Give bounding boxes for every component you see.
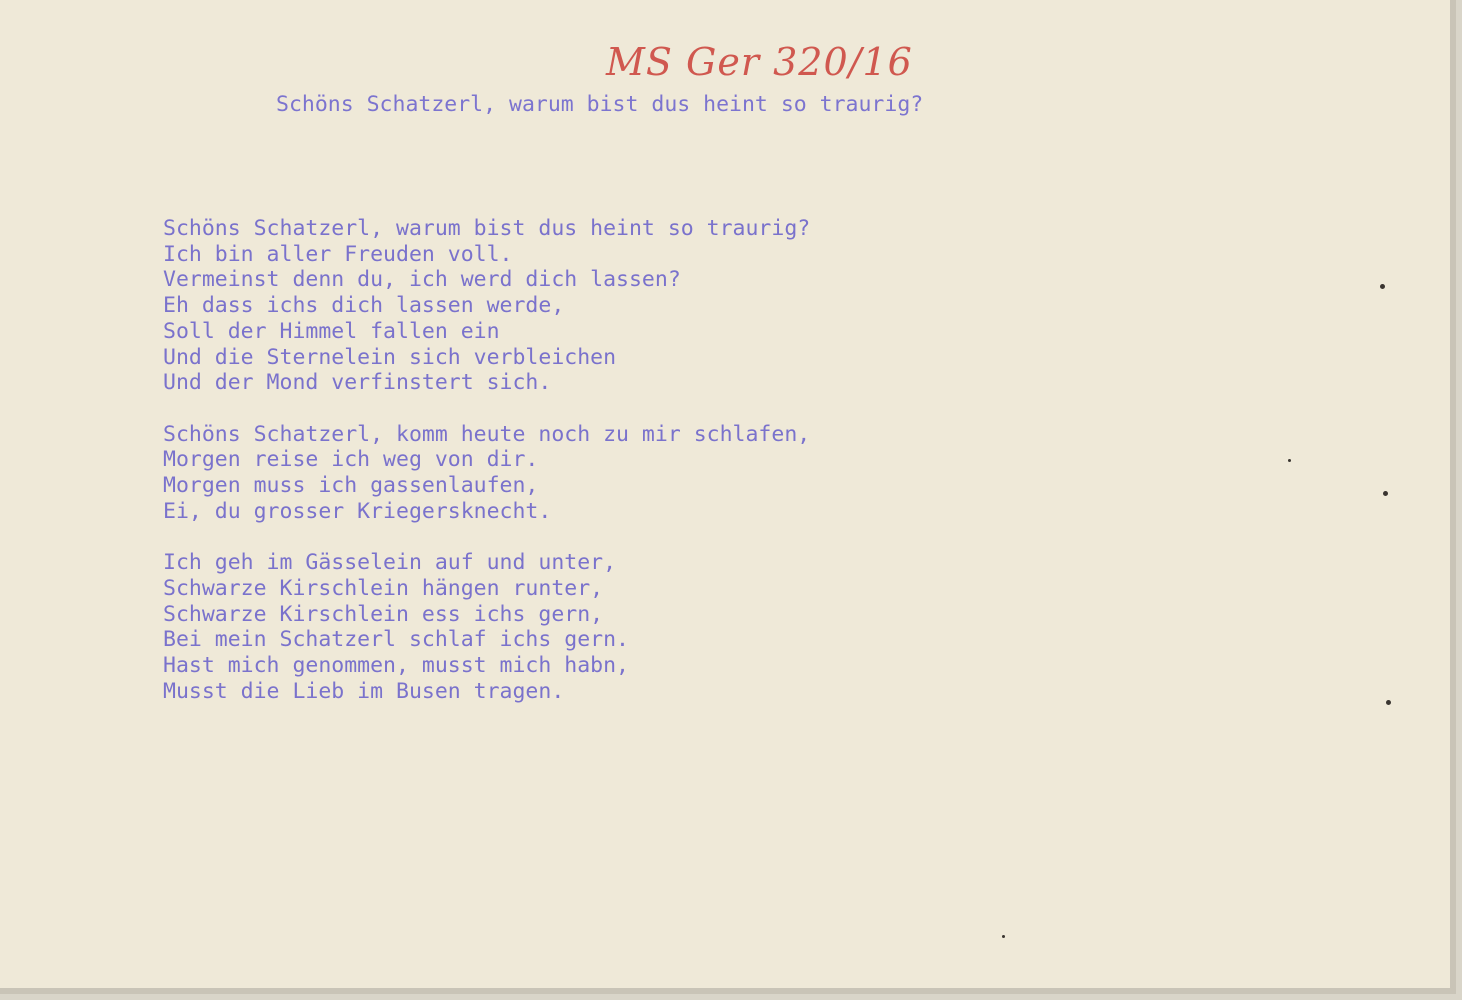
poem-line: Schöns Schatzerl, komm heute noch zu mir schlafen, — [163, 421, 811, 447]
poem-line: Schwarze Kirschlein ess ichs gern, — [163, 601, 604, 627]
poem-line: Schwarze Kirschlein hängen runter, — [163, 575, 604, 601]
stanza-3 — [163, 550, 810, 704]
paper-speck — [1383, 491, 1388, 496]
poem-line: Vermeinst denn du, ich werd dich lassen? — [163, 267, 681, 293]
paper-speck — [1386, 700, 1391, 705]
poem-line: Ich geh im Gässelein auf und unter, — [163, 550, 617, 576]
paper-speck — [1002, 935, 1005, 938]
paper-speck — [1288, 459, 1291, 462]
poem-line: Und der Mond verfinstert sich. — [163, 370, 552, 396]
poem-line: Hast mich genommen, musst mich habn, — [163, 652, 629, 678]
poem-line: Musst die Lieb im Busen tragen. — [163, 678, 565, 704]
poem-line: Morgen reise ich weg von dir. — [163, 447, 539, 473]
poem-line: Und die Sternelein sich verbleichen — [163, 344, 617, 370]
poem-line: Schöns Schatzerl, warum bist dus heint so traurig? — [163, 216, 811, 241]
poem-line: Morgen muss ich gassenlaufen, — [163, 473, 539, 499]
shelfmark-annotation: MS Ger 320/16 — [606, 40, 913, 84]
poem-line: Soll der Himmel fallen ein — [163, 318, 500, 344]
paper-speck — [1380, 284, 1385, 289]
poem-body — [163, 216, 810, 730]
poem-title: Schöns Schatzerl, warum bist dus heint so traurig? — [276, 92, 924, 117]
poem-line: Ei, du grosser Kriegersknecht. — [163, 498, 552, 524]
poem-line: Bei mein Schatzerl schlaf ichs gern. — [163, 627, 629, 653]
poem-line: Eh dass ichs dich lassen werde, — [163, 293, 565, 319]
poem-line: Ich bin aller Freuden voll. — [163, 241, 513, 267]
stanza-2 — [163, 422, 810, 525]
stanza-1 — [163, 216, 810, 396]
